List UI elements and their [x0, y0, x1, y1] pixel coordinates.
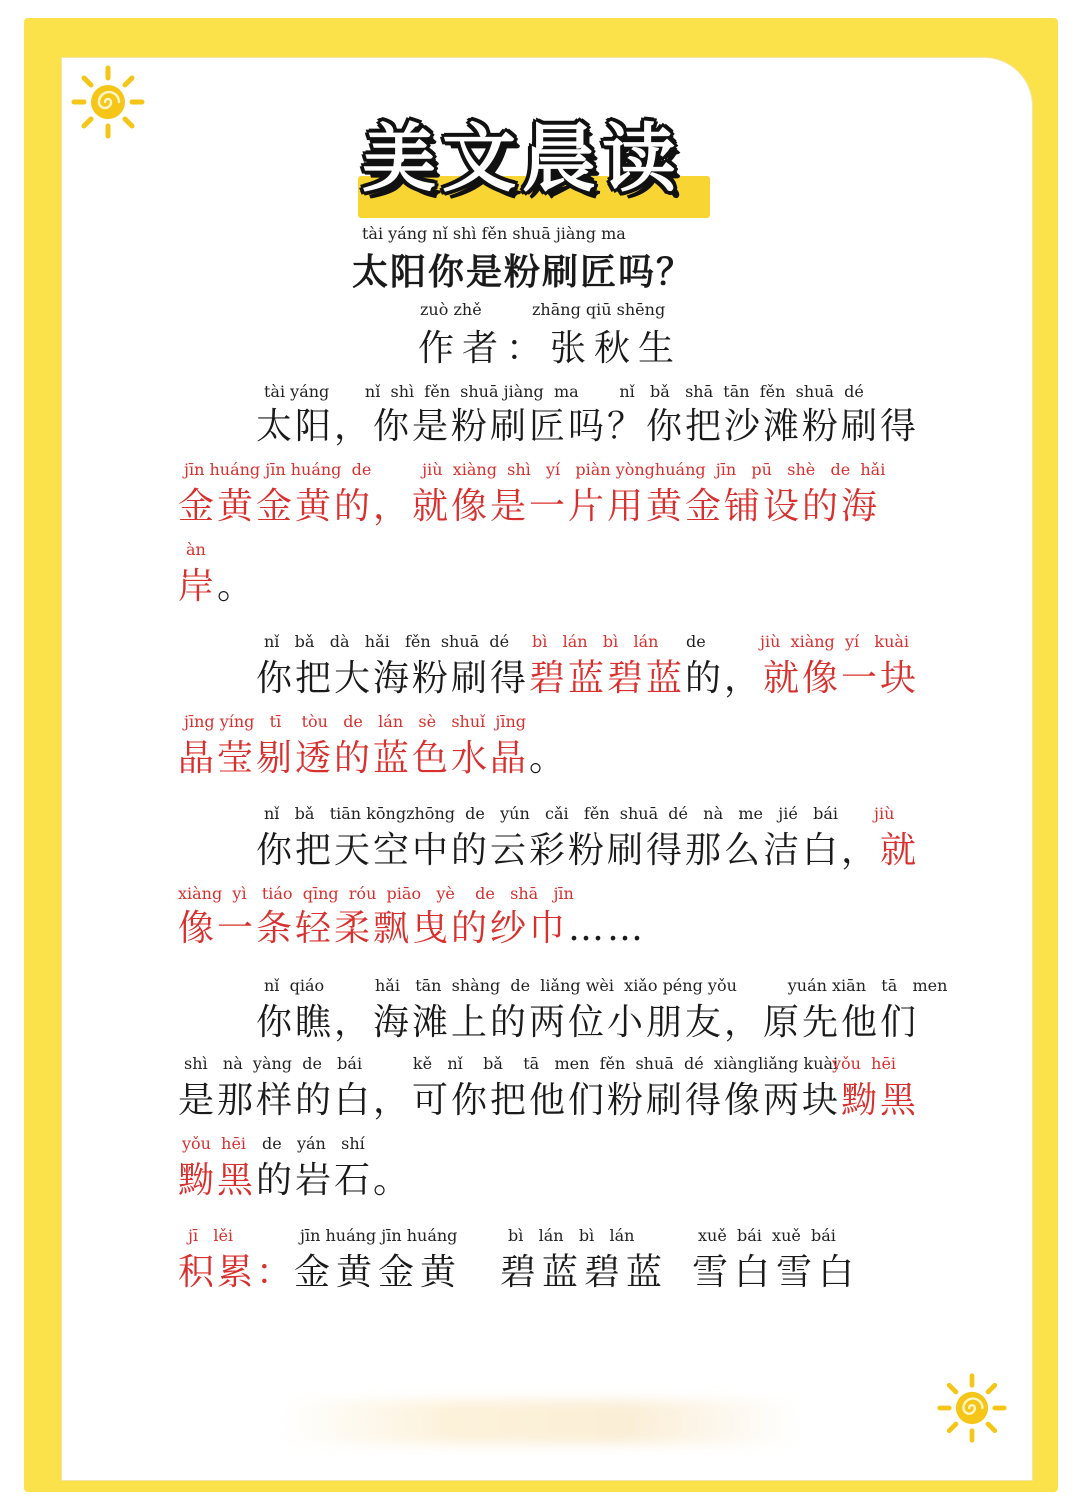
- accumulate-label-pinyin: jī lěi: [188, 1226, 234, 1245]
- p4-line2-pinyin-red: yǒu hēi: [832, 1054, 897, 1073]
- p1-line1-pinyin: tài yáng nǐ shì fěn shuā jiàng ma nǐ bǎ shā tān fěn shuā dé: [264, 382, 864, 401]
- p4-line3-pinyin-red: yǒu hēi: [182, 1134, 247, 1153]
- word-pinyin: xuě bái xuě bái: [698, 1226, 836, 1245]
- p4-line2-red: 黝黑: [841, 1080, 920, 1121]
- author-line: 作者：张秋生: [418, 328, 683, 369]
- p2-line1-pinyin: nǐ bǎ dà hǎi fěn shuā dé: [264, 632, 510, 651]
- sun-icon: [936, 1372, 1008, 1444]
- bottom-blur: [280, 1400, 800, 1444]
- p4-line3-pinyin: de yán shí: [262, 1134, 365, 1153]
- p4-line2-pinyin: shì nà yàng de bái kě nǐ bǎ tā men fěn shuā dé xiàngliǎng kuài: [184, 1054, 839, 1073]
- p3-line1-pinyin: nǐ bǎ tiān kōngzhōng de yún cǎi fěn shuā dé nà me jié bái: [264, 804, 838, 823]
- p2-line2: [178, 730, 568, 781]
- p2-line1-pinyin-red: bì lán bì lán: [532, 632, 659, 651]
- word-pinyin: bì lán bì lán: [508, 1226, 635, 1245]
- p2-line2-red: 晶莹剔透的蓝色水晶: [178, 738, 530, 779]
- author-name-pinyin: zhāng qiū shēng: [532, 300, 666, 319]
- word-text: 雪白雪白: [692, 1252, 861, 1293]
- page-title: 美文晨读: [362, 116, 682, 202]
- p2-line1-red: 碧蓝碧蓝: [529, 658, 686, 699]
- poem-title: 太阳你是粉刷匠吗？: [352, 251, 695, 293]
- p1-line2-pinyin: jīn huáng jīn huáng de jiù xiàng shì yí piàn yònghuáng jīn pū shè de hǎi: [184, 460, 886, 479]
- p1-line1: 太阳，你是粉刷匠吗？你把沙滩粉刷得: [256, 406, 920, 447]
- p2-line1-black2: 的，: [685, 658, 764, 699]
- p4-line1-pinyin: nǐ qiáo hǎi tān shàng de liǎng wèi xiǎo péng yǒu yuán xiān tā men: [264, 976, 948, 995]
- p3-line2-end: ……: [568, 908, 647, 949]
- p2-line1-black: 你把大海粉刷得: [256, 658, 530, 699]
- p3-line1-red: 就: [880, 830, 920, 871]
- p3-line1: [256, 822, 919, 873]
- word-pinyin: jīn huáng jīn huáng: [300, 1226, 458, 1245]
- p4-line3-red: 黝黑: [178, 1160, 257, 1201]
- p4-line3: [178, 1152, 412, 1203]
- p2-line2-end: 。: [529, 738, 569, 779]
- p1-line3-pinyin: àn: [186, 540, 206, 559]
- p1-line2: 金黄金黄的，就像是一片用黄金铺设的海: [178, 486, 881, 527]
- p2-line1-red2: 就像一块: [763, 658, 920, 699]
- p3-line1-pinyin-red: jiù: [874, 804, 895, 823]
- p1-line3-end: 。: [217, 566, 257, 607]
- p3-line2-red: 像一条轻柔飘曳的纱巾: [178, 908, 569, 949]
- p3-line2-pinyin: xiàng yì tiáo qīng róu piāo yè de shā jīn: [178, 884, 574, 903]
- p2-line2-pinyin: jīng yíng tī tòu de lán sè shuǐ jīng: [184, 712, 527, 731]
- p2-line1: [256, 650, 919, 701]
- p1-line3: 岸: [178, 566, 218, 607]
- p2-line1-pinyin-de: de: [686, 632, 706, 651]
- p4-line2-black: 是那样的白，可你把他们粉刷得像两块: [178, 1080, 842, 1121]
- p4-line1: 你瞧，海滩上的两位小朋友，原先他们: [256, 1002, 920, 1043]
- sun-icon: [70, 64, 146, 140]
- accumulate-label: 积累：: [178, 1252, 296, 1293]
- p3-line1-black: 你把天空中的云彩粉刷得那么洁白，: [256, 830, 881, 871]
- p4-line2: [178, 1072, 919, 1123]
- p4-line3-black: 的岩石。: [256, 1160, 413, 1201]
- word-text: 碧蓝碧蓝: [500, 1252, 669, 1293]
- word-text: 金黄金黄: [294, 1252, 463, 1293]
- p2-line1-pinyin-red2: jiù xiàng yí kuài: [760, 632, 910, 651]
- header-title-block: [356, 96, 746, 232]
- poem-title-pinyin: tài yáng nǐ shì fěn shuā jiàng ma: [362, 224, 626, 243]
- p3-line2: [178, 900, 646, 951]
- author-pinyin: zuò zhě: [420, 300, 482, 319]
